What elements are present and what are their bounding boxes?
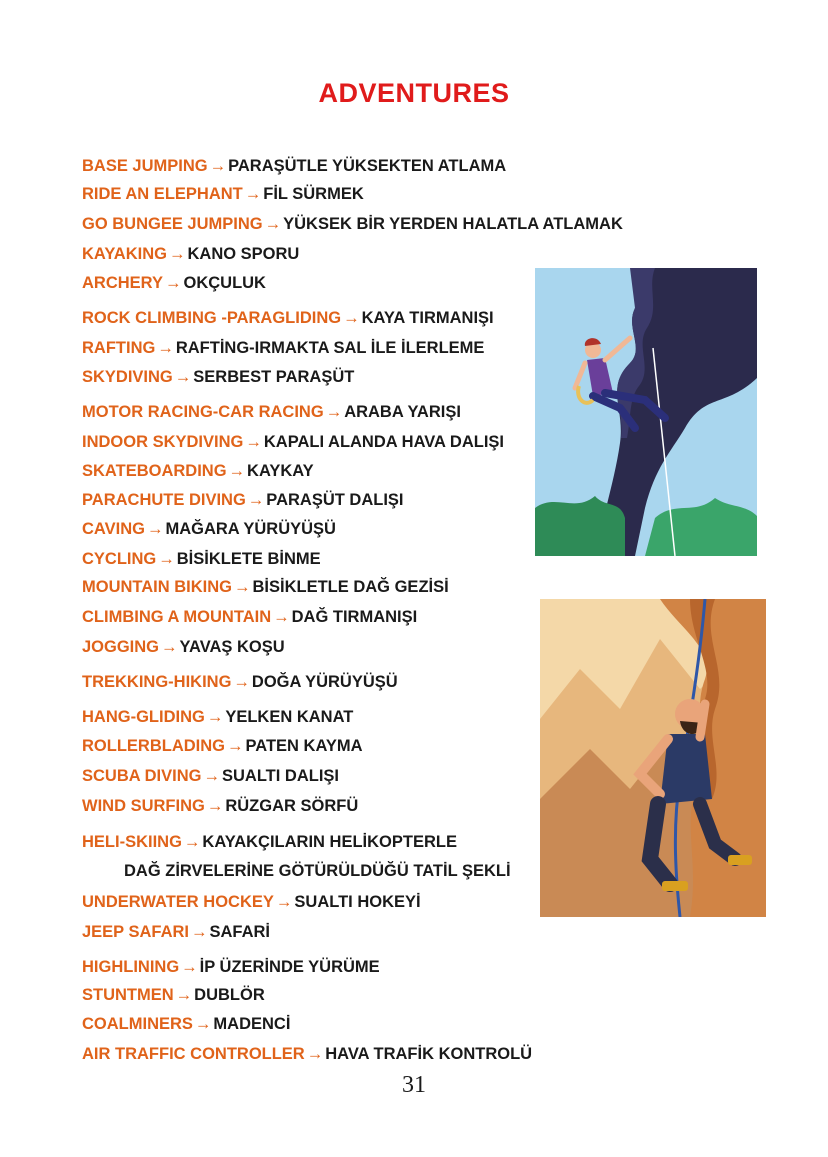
rock-climbing-image — [535, 268, 757, 556]
english-term: ROCK CLIMBING -PARAGLIDING — [82, 309, 342, 327]
vocab-row — [82, 307, 494, 329]
turkish-translation: SUALTI HOKEYİ — [294, 893, 421, 911]
vocab-row — [82, 337, 484, 359]
turkish-translation: KANO SPORU — [187, 245, 300, 263]
arrow-icon: → — [306, 1045, 324, 1063]
arrow-icon: → — [181, 958, 198, 976]
vocab-row — [82, 401, 461, 423]
vocab-row — [82, 460, 314, 482]
english-term: HELI-SKIING — [82, 833, 182, 851]
vocab-row — [82, 576, 449, 598]
turkish-translation: KAPALI ALANDA HAVA DALIŞI — [263, 433, 505, 451]
english-term: KAYAKING — [82, 245, 167, 263]
english-term: CYCLING — [82, 550, 157, 568]
vocab-row — [82, 431, 504, 453]
vocab-row — [82, 921, 270, 943]
arrow-icon: → — [227, 737, 244, 755]
vocab-row — [82, 366, 354, 388]
vocab-row — [82, 735, 363, 757]
arrow-icon: → — [273, 608, 290, 626]
vocab-row — [82, 1043, 532, 1065]
turkish-translation: OKÇULUK — [183, 274, 266, 292]
arrow-icon: → — [233, 673, 250, 691]
arrow-icon: → — [247, 491, 265, 509]
vocab-row — [82, 1013, 290, 1035]
vocab-row — [82, 706, 353, 728]
turkish-translation: DOĞA YÜRÜYÜŞÜ — [251, 673, 398, 691]
english-term: WIND SURFING — [82, 797, 205, 815]
turkish-translation-continued: DAĞ ZİRVELERİNE GÖTÜRÜLDÜĞÜ TATİL ŞEKLİ — [124, 862, 511, 880]
english-term: MOUNTAIN BIKING — [82, 578, 233, 596]
turkish-translation: İP ÜZERİNDE YÜRÜME — [199, 958, 380, 976]
turkish-translation: BİSİKLETLE DAĞ GEZİSİ — [252, 578, 449, 596]
turkish-translation: KAYAKÇILARIN HELİKOPTERLE — [202, 833, 457, 851]
turkish-translation: DAĞ TIRMANIŞI — [291, 608, 418, 626]
vocab-row — [82, 548, 321, 570]
vocab-row — [82, 956, 380, 978]
arrow-icon: → — [168, 245, 186, 263]
english-term: CAVING — [82, 520, 145, 538]
turkish-translation: PATEN KAYMA — [245, 737, 363, 755]
arrow-icon: → — [194, 1015, 212, 1033]
english-term: STUNTMEN — [82, 986, 174, 1004]
vocab-row — [82, 243, 299, 265]
vocab-row — [82, 765, 339, 787]
vocab-row — [82, 671, 398, 693]
english-term: UNDERWATER HOCKEY — [82, 893, 274, 911]
english-term: INDOOR SKYDIVING — [82, 433, 244, 451]
vocab-row — [82, 636, 285, 658]
turkish-translation: HAVA TRAFİK KONTROLÜ — [325, 1045, 533, 1063]
english-term: RIDE AN ELEPHANT — [82, 185, 243, 203]
english-term: TREKKING-HIKING — [82, 673, 232, 691]
turkish-translation: SAFARİ — [209, 923, 270, 941]
turkish-translation: BİSİKLETE BİNME — [176, 550, 321, 568]
arrow-icon: → — [174, 368, 192, 386]
arrow-icon: → — [325, 403, 343, 421]
english-term: CLIMBING A MOUNTAIN — [82, 608, 272, 626]
mountain-climbing-image — [540, 599, 766, 917]
turkish-translation: KAYKAY — [247, 462, 314, 480]
vocab-row — [82, 155, 506, 177]
english-term: ARCHERY — [82, 274, 163, 292]
arrow-icon: → — [206, 708, 224, 726]
english-term: HIGHLINING — [82, 958, 180, 976]
turkish-translation: KAYA TIRMANIŞI — [361, 309, 494, 327]
arrow-icon: → — [234, 578, 251, 596]
vocab-row — [82, 606, 417, 628]
arrow-icon: → — [206, 797, 224, 815]
turkish-translation: PARAŞÜTLE YÜKSEKTEN ATLAMA — [228, 157, 507, 175]
english-term: MOTOR RACING-CAR RACING — [82, 403, 324, 421]
page-title: ADVENTURES — [318, 78, 510, 108]
vocab-row — [82, 272, 266, 294]
vocab-row — [82, 213, 623, 235]
vocab-row — [82, 831, 457, 853]
turkish-translation: SERBEST PARAŞÜT — [193, 368, 355, 386]
vocab-row — [82, 984, 265, 1006]
arrow-icon: → — [343, 309, 360, 327]
turkish-translation: RÜZGAR SÖRFÜ — [225, 797, 359, 815]
arrow-icon: → — [203, 767, 220, 785]
english-term: RAFTING — [82, 339, 156, 357]
arrow-icon: → — [228, 462, 246, 480]
arrow-icon: → — [244, 185, 262, 203]
arrow-icon: → — [161, 638, 178, 656]
turkish-translation: YELKEN KANAT — [225, 708, 354, 726]
turkish-translation: MADENCİ — [213, 1015, 291, 1033]
turkish-translation: RAFTİNG-IRMAKTA SAL İLE İLERLEME — [175, 339, 485, 357]
english-term: PARACHUTE DIVING — [82, 491, 246, 509]
vocab-row — [82, 518, 336, 540]
english-term: JOGGING — [82, 638, 160, 656]
english-term: SKATEBOARDING — [82, 462, 227, 480]
turkish-translation: ARABA YARIŞI — [344, 403, 461, 421]
arrow-icon: → — [245, 433, 262, 451]
vocab-row — [82, 489, 404, 511]
arrow-icon: → — [164, 274, 182, 292]
english-term: JEEP SAFARI — [82, 923, 189, 941]
arrow-icon: → — [175, 986, 193, 1004]
vocab-row — [82, 183, 364, 205]
english-term: ROLLERBLADING — [82, 737, 225, 755]
arrow-icon: → — [157, 339, 174, 357]
turkish-translation: PARAŞÜT DALIŞI — [266, 491, 404, 509]
vocab-row — [82, 891, 421, 913]
arrow-icon: → — [275, 893, 293, 911]
page-number: 31 — [402, 1072, 426, 1098]
turkish-translation: SUALTI DALIŞI — [221, 767, 340, 785]
mountain-climbing-illustration — [540, 599, 766, 917]
vocab-row — [82, 795, 358, 817]
arrow-icon: → — [146, 520, 164, 538]
english-term: SKYDIVING — [82, 368, 173, 386]
turkish-translation: YAVAŞ KOŞU — [179, 638, 285, 656]
turkish-translation: MAĞARA YÜRÜYÜŞÜ — [165, 520, 336, 538]
english-term: AIR TRAFFIC CONTROLLER — [82, 1045, 305, 1063]
english-term: BASE JUMPING — [82, 157, 208, 175]
arrow-icon: → — [158, 550, 175, 568]
arrow-icon: → — [264, 215, 282, 233]
english-term: SCUBA DIVING — [82, 767, 202, 785]
arrow-icon: → — [183, 833, 201, 851]
arrow-icon: → — [190, 923, 208, 941]
english-term: GO BUNGEE JUMPING — [82, 215, 263, 233]
rock-climbing-illustration — [535, 268, 757, 556]
arrow-icon: → — [209, 157, 227, 175]
english-term: COALMINERS — [82, 1015, 193, 1033]
turkish-translation: FİL SÜRMEK — [263, 185, 364, 203]
turkish-translation: YÜKSEK BİR YERDEN HALATLA ATLAMAK — [283, 215, 623, 233]
english-term: HANG-GLIDING — [82, 708, 205, 726]
turkish-translation: DUBLÖR — [194, 986, 265, 1004]
